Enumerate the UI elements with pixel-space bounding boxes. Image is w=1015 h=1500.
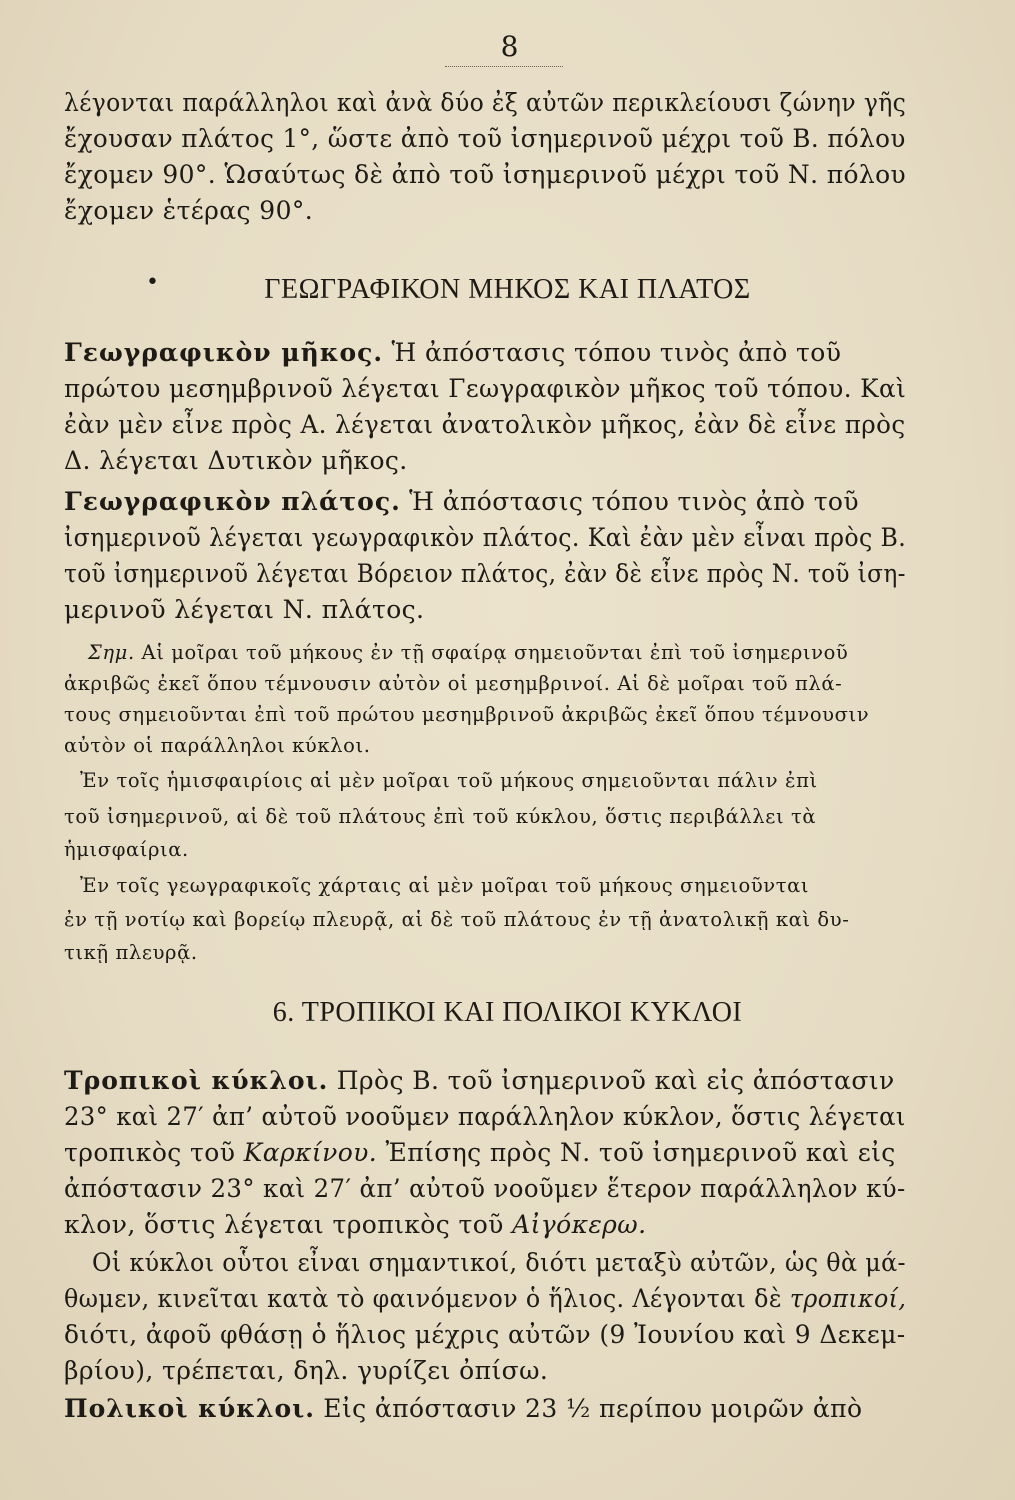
platos-line-2: ἰσημερινοῦ λέγεται γεωγραφικὸν πλάτος. Καὶ ἐὰν μὲν εἶναι πρὸς Β.: [64, 523, 907, 552]
intro-line-1: λέγονται παράλληλοι καὶ ἀνὰ δύο ἐξ αὐτῶν περικλείουσι ζώνην γῆς: [64, 88, 907, 117]
intro-line-3: ἔχομεν 90°. Ὡσαύτως δὲ ἀπὸ τοῦ ἰσημερινοῦ μέχρι τοῦ Ν. πόλου: [64, 160, 907, 189]
bullet-mark: •: [146, 270, 159, 295]
tropikoi-para2-italic: τροπικοί,: [789, 1284, 907, 1313]
platos-text-1: Ἡ ἀπόστασις τόπου τινὸς ἀπὸ τοῦ: [400, 487, 859, 516]
mikos-text-1: Ἡ ἀπόστασις τόπου τινὸς ἀπὸ τοῦ: [383, 338, 842, 367]
tropikoi-text-5a: κλον, ὅστις λέγεται τροπικὸς τοῦ: [64, 1210, 513, 1239]
intro-line-2: ἔχουσαν πλάτος 1°, ὥστε ἀπὸ τοῦ ἰσημερινοῦ μέχρι τοῦ Β. πόλου: [64, 124, 906, 153]
term-tropikoi: Τροπικοὶ κύκλοι.: [64, 1066, 329, 1095]
note-line-1: [88, 636, 848, 670]
mikos-line-3: ἐὰν μὲν εἶνε πρὸς Α. λέγεται ἀνατολικὸν μῆκος, ἐὰν δὲ εἶνε πρὸς: [64, 410, 906, 439]
note-line-10: τικῇ πλευρᾷ.: [64, 941, 198, 964]
platos-line-3: τοῦ ἰσημερινοῦ λέγεται Βόρειον πλάτος, ἐὰν δὲ εἶνε πρὸς Ν. τοῦ ἰση-: [64, 559, 906, 588]
page-number-rule: [445, 66, 563, 67]
tropikoi-cancer: Καρκίνου.: [243, 1138, 378, 1167]
tropikoi-line-3: [64, 1136, 896, 1170]
note-line-5: Ἐν τοῖς ἡμισφαιρίοις αἱ μὲν μοῖραι τοῦ μήκους σημειοῦνται πάλιν ἐπὶ: [80, 769, 818, 792]
platos-line-4: μερινοῦ λέγεται Ν. πλάτος.: [64, 595, 425, 624]
tropikoi-text-3a: τροπικὸς τοῦ: [64, 1138, 244, 1167]
note-line-3: τους σημειοῦνται ἐπὶ τοῦ πρώτου μεσημβρινοῦ ἀκριβῶς ἐκεῖ ὅπου τέμνουσιν: [64, 703, 870, 726]
tropikoi-para2-line-3: διότι, ἀφοῦ φθάσῃ ὁ ἥλιος μέχρις αὐτῶν (9 Ἰουνίου καὶ 9 Δεκεμ-: [64, 1320, 906, 1349]
note-line-2: ἀκριβῶς ἐκεῖ ὅπου τέμνουσιν αὐτὸν οἱ μεσημβρινοί. Αἱ δὲ μοῖραι τοῦ πλά-: [64, 672, 843, 695]
mikos-line-2: πρώτου μεσημβρινοῦ λέγεται Γεωγραφικὸν μῆκος τοῦ τόπου. Καὶ: [64, 374, 907, 403]
note-line-9: ἐν τῇ νοτίῳ καὶ βορείῳ πλευρᾷ, αἱ δὲ τοῦ πλάτους ἐν τῇ ἀνατολικῇ καὶ δυ-: [64, 908, 850, 931]
term-platos: Γεωγραφικὸν πλάτος.: [64, 487, 401, 516]
tropikoi-text-1: Πρὸς Β. τοῦ ἰσημερινοῦ καὶ εἰς ἀπόστασιν: [328, 1066, 895, 1095]
tropikoi-para2-line-4: βρίου), τρέπεται, δηλ. γυρίζει ὀπίσω.: [64, 1356, 549, 1385]
section-heading-tropics: 6. ΤΡΟΠΙΚΟΙ ΚΑΙ ΠΟΛΙΚΟΙ ΚΥΚΛΟΙ: [272, 997, 743, 1028]
tropikoi-line-5: [64, 1208, 646, 1242]
term-polikoi: Πολικοὶ κύκλοι.: [64, 1394, 315, 1423]
note-text-1: Αἱ μοῖραι τοῦ μήκους ἐν τῇ σφαίρᾳ σημειοῦνται ἐπὶ τοῦ ἰσημερινοῦ: [134, 641, 849, 664]
note-line-6: τοῦ ἰσημερινοῦ, αἱ δὲ τοῦ πλάτους ἐπὶ τοῦ κύκλου, ὅστις περιβάλλει τὰ: [64, 805, 817, 828]
polikoi-text-1: Εἰς ἀπόστασιν 23 ½ περίπου μοιρῶν ἀπὸ: [314, 1394, 863, 1423]
intro-line-4: ἔχομεν ἑτέρας 90°.: [64, 196, 314, 225]
polikoi-line-1: [64, 1392, 862, 1426]
note-line-7: ἡμισφαίρια.: [64, 838, 189, 861]
tropikoi-para2-text-2a: θωμεν, κινεῖται κατὰ τὸ φαινόμενον ὁ ἥλιος. Λέγονται δὲ: [64, 1284, 790, 1313]
page-number: 8: [500, 30, 519, 63]
platos-line-1: [64, 485, 859, 519]
tropikoi-text-3b: Ἐπίσης πρὸς Ν. τοῦ ἰσημερινοῦ καὶ εἰς: [377, 1138, 896, 1167]
term-mikos: Γεωγραφικὸν μῆκος.: [64, 338, 384, 367]
tropikoi-para2-line-2: [64, 1282, 906, 1316]
section-heading-geography: ΓΕΩΓΡΑΦΙΚΟΝ ΜΗΚΟΣ ΚΑΙ ΠΛΑΤΟΣ: [264, 274, 751, 305]
tropikoi-line-2: 23° καὶ 27′ ἀπ’ αὐτοῦ νοοῦμεν παράλληλον κύκλον, ὅστις λέγεται: [64, 1102, 906, 1131]
tropikoi-para2-line-1: Οἱ κύκλοι οὗτοι εἶναι σημαντικοί, διότι μεταξὺ αὐτῶν, ὡς θὰ μά-: [92, 1248, 906, 1277]
tropikoi-line-1: [64, 1064, 895, 1098]
tropikoi-capricorn: Αἰγόκερω.: [512, 1210, 647, 1239]
tropikoi-line-4: ἀπόστασιν 23° καὶ 27′ ἀπ’ αὐτοῦ νοοῦμεν ἕτερον παράλληλον κύ-: [64, 1174, 906, 1203]
note-line-4: αὐτὸν οἱ παράλληλοι κύκλοι.: [64, 734, 371, 757]
note-label: Σημ.: [88, 641, 135, 664]
mikos-line-4: Δ. λέγεται Δυτικὸν μῆκος.: [64, 446, 408, 475]
note-line-8: Ἐν τοῖς γεωγραφικοῖς χάρταις αἱ μὲν μοῖραι τοῦ μήκους σημειοῦνται: [80, 874, 810, 897]
mikos-line-1: [64, 336, 841, 370]
